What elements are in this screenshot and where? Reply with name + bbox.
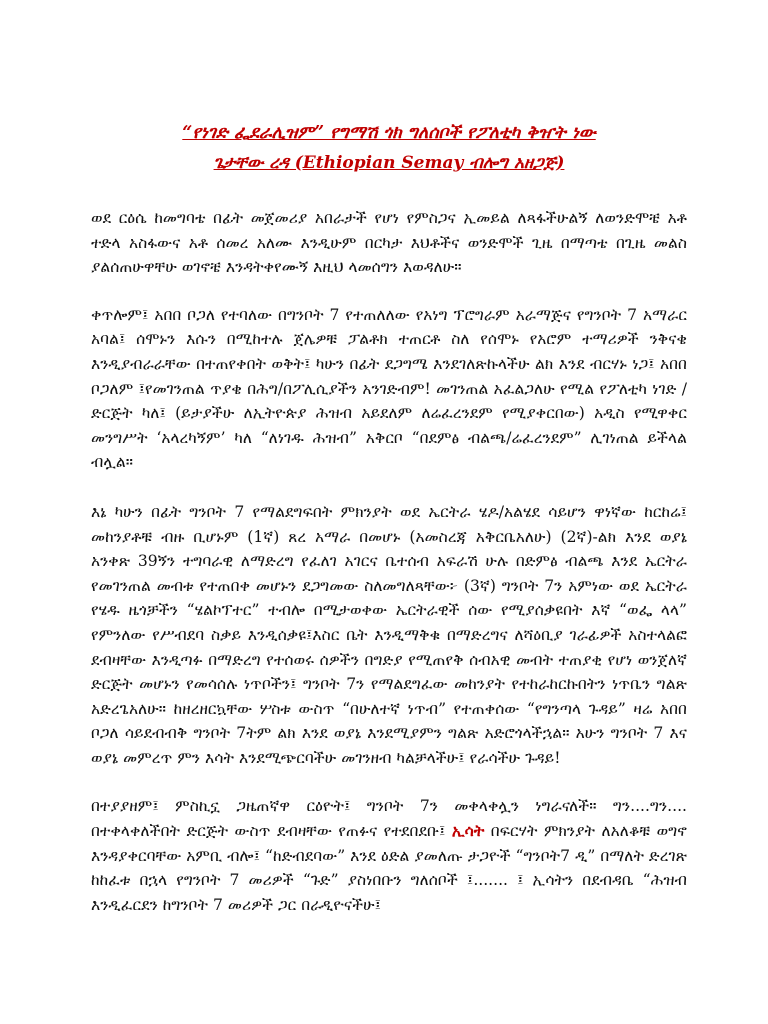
- paragraph-4-text-start: በተያያዘም፤ ምስኪኗ ጋዜጠኛዋ ርዕዮት፤ ግንቦት 7ን መቀላቀሏን ነግራናለች። ግን....ግን.... በተቀላቀለችበት ድርጅት ውስጥ ደብዛቸው የጠፉና የተደበደቡ፤: [91, 797, 687, 841]
- paragraph-1: ወደ ርዕሴ ከመግባቴ በፊት መጀመሪያ አበራታች የሆነ የምስጋና ኢመይል ለጻፋችሁልኝ ለወንድሞቼ አቶ ተድላ አስፋውና አቶ ሰመረ አለሙ እንዲሁም በርካታ እህቶችና ወንድሞች ጊዜ በማጣቴ በጊዜ መልስ ያልሰጠሁዋቸሁ ወገኖቼ እንዳትቀየሙኝ እዚህ ላመሰግን እወዳለሁ።: [91, 209, 687, 277]
- paragraph-2: ቀጥሎም፤ አበበ ቦጋለ የተባለው በግንቦት 7 የተጠለለው የአነግ ፕሮግራም አራማጅና የግንቦት 7 አማራር አባል፤ ሰሞኑን እሱን በሚከተሉ ጀሌዎቹ ፓልቶክ ተጠርቶ ስለ የሰሞኑ የአሮም ተማሪዎች ንቅናቄ እንዲያብራራቸው በተጠየቀበት ወቅት፤ ካሁን በፊት ደጋግሜ እንደገለጽኩላችሁ ልክ እንደ ብርሃኑ ነጋ፤ አበበ ቦጋለም ፤የመገንጠል ጥያቄ በሕግ/በፖሊሲያችን አንገድብም! መገንጠል አፈልጋለሁ የሚል የፖለቲካ ነገድ /ድርጅት ካለ፤ (ይታያችሁ ለኢትዮጵያ ሕዝብ አይደለም ለሬፈረንደም የሚያቀርበው) አዲስ የሚዋቀር መንግሥት ‘አላረካኝም’ ካለ “ለነገዱ ሕዝብ” አቅርቦ “በደምፅ ብልጫ/ሬፈረንደም” ሊገነጠል ይችላል ብሏል።: [91, 305, 687, 472]
- article-author: ጌታቸው ረዳ (Ethiopian Semay ብሎግ አዘጋጅ): [213, 153, 565, 173]
- document-page: [91, 118, 687, 917]
- article-title: “የነገድ ፌደራሊዝም” የግማሽ ጎክ ግለሰቦች የፖለቲካ ቅዠት ነው: [182, 123, 596, 143]
- paragraph-4-text-end: በፍርሃት ምክንያት ለአለቆቹ ወግኖ እንዳያቀርባቸው አምቢ ብሎ፤ “ከድብደባው” እንደ ዕድል ያመለጡ ታጋዮች “ግንቦት7 ዲ” በማለት ድረገጽ ከከፈቱ በኋላ የግንቦት 7 መሪዎች “ጉድ” ያስነበቡን ግለሰቦች ፤....... ፤ ኢሳትን በደብዳቤ “ሕዝብ እንዲፈርደን ከግንቦት 7 መሪዎች ጋር በራዲዮናችሁ፤: [91, 822, 687, 914]
- esat-highlight: ኢሳት: [451, 821, 485, 841]
- paragraph-4: [91, 794, 687, 917]
- paragraph-3: እኔ ካሁን በፊት ግንቦት 7 የማልደግፍበት ምክንያት ወደ ኤርትራ ሄዶ/አልሄደ ሳይሆን ዋነኛው ከርከሬ፤ መከንያቶቹ ብዙ ቢሆኑም (1ኛ) ጸረ አማራ በመሆኑ (አመስረጃ አቅርቤአለሁ) (2ኛ)-ልክ እንደ ወያኔ አንቀጽ 39ኝን ተግባራዊ ለማድረግ የፈለገ አገርና ቤተሰብ አፍራሽ ሁሉ በድምፅ ብልጫ እንደ ኤርትራ የመገንጠል መብቱ የተጠበቀ መሆኑን ደጋግመው ስለመግለጻቸው፦ (3ኛ) ግንቦት 7ን አምነው ወደ ኤርትራ የሄዱ ዜጎቻችን “ሄልኮፕተር” ተብሎ በሚታወቀው ኤርትራዊች ሰው የሚያሰቃዩበት እኛ “ወፌ ላላ” የምንለው የሥብደባ ስቃይ እንዲሰቃዩ፤እስር ቤት እንዲማቅቁ በማድረግና ለሻዕቢያ ገራፊዎች አስተላልፎ ደብዛቸው እንዲጣፉ በማድረግ የተሰወሩ ሰዎችን በግድያ የሚጠየቅ ሰብአዊ መብት ተጠያቂ የሆነ ወንጀለኛ ድርጅት መሆኑን የመሳሰሉ ነጥቦችን፤ ግንቦት 7ን የማልደግፈው መከንያት የተከራከርኩበትን ነጥቤን ግልጽ አድረጌአለሁ። ከዘረዘርኳቸው ሦስቱ ውስጥ “በሁለተኛ ነጥብ” የተጠቀሰው “የግንጣላ ጉዳይ” ዛሬ አበበ ቦጋለ ሳይደብብቅ ግንቦት 7ትም ልክ እንደ ወያኔ እንደሚያምን ግልጽ አድሮጎላችኋል። አሁን ግንቦት 7 እና ወያኔ መምረጥ ምን እሳት እንደሚጭርባችሁ መገንዘብ ካልቻላችሁ፤ የራሳችሁ ጉዳይ!: [91, 502, 687, 767]
